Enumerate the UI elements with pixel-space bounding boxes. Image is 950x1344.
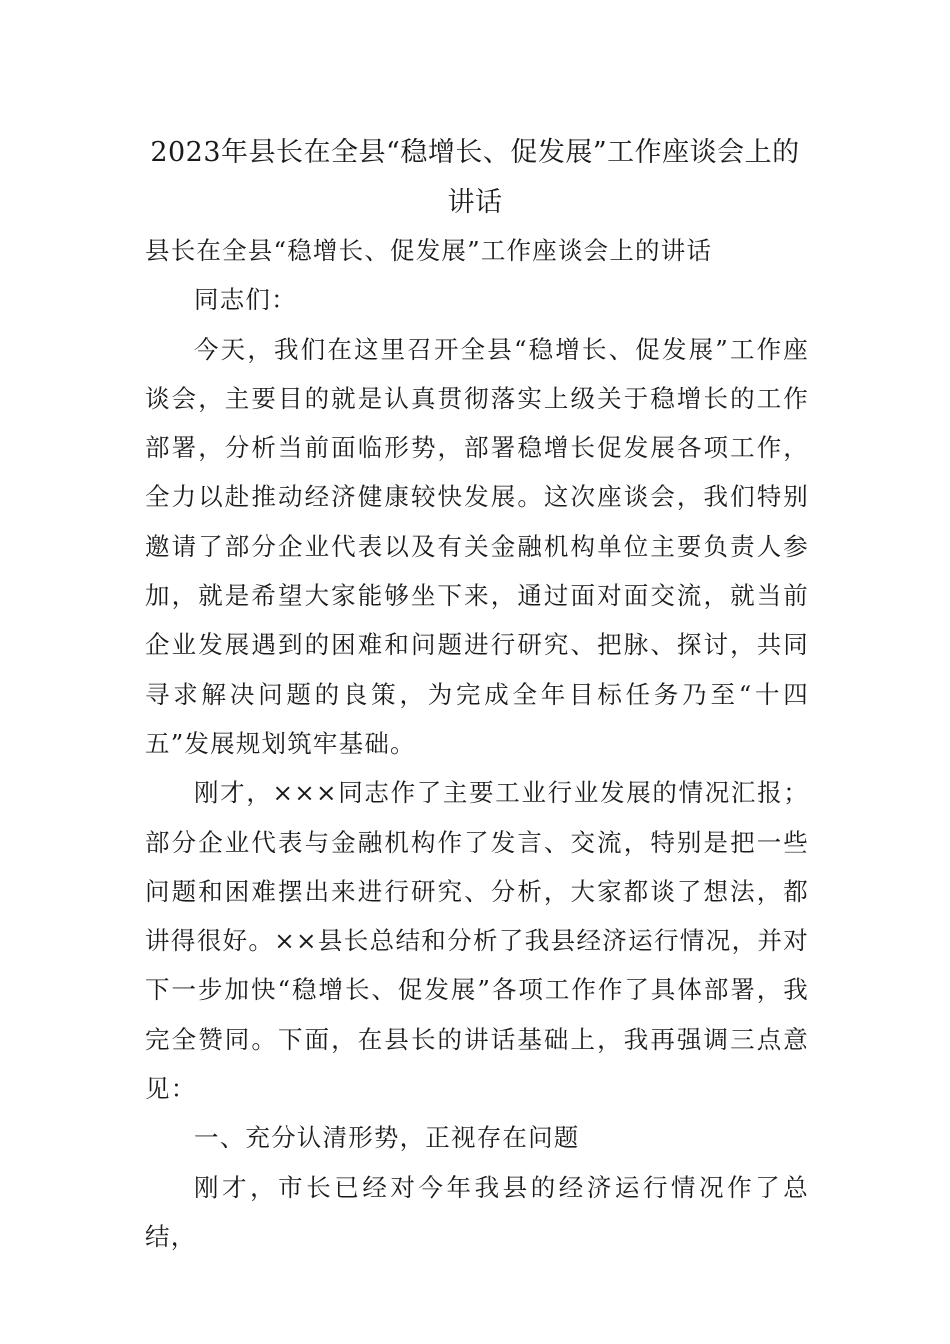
document-body [145, 226, 809, 1261]
document-subtitle: 县长在全县“稳增长、促发展”工作座谈会上的讲话 [145, 236, 713, 265]
paragraph-summary: 刚才，×××同志作了主要工业行业发展的情况汇报；部分企业代表与金融机构作了发言、交流，特别是把一些问题和困难摆出来进行研究、分析，大家都谈了想法，都讲得很好。××县长总结和分析了我县经济运行情况，并对下一步加快“稳增长、促发展”各项工作作了具体部署，我完全赞同。下面，在县长的讲话基础上，我再强调三点意见： [145, 778, 809, 1104]
paragraph-section-one: 刚才，市长已经对今年我县的经济运行情况作了总结， [145, 1172, 809, 1251]
document-title: 2023年县长在全县“稳增长、促发展”工作座谈会上的讲话 [150, 137, 800, 218]
salutation: 同志们： [194, 285, 297, 315]
paragraph-opening: 今天，我们在这里召开全县“稳增长、促发展”工作座谈会，主要目的就是认真贯彻落实上级关于稳增长的工作部署，分析当前面临形势，部署稳增长促发展各项工作，全力以赴推动经济健康较快发展。这次座谈会，我们特别邀请了部分企业代表以及有关金融机构单位主要负责人参加，就是希望大家能够坐下来，通过面对面交流，就当前企业发展遇到的困难和问题进行研究、把脉、探讨，共同寻求解决问题的良策，为完成全年目标任务乃至“十四五”发展规划筑牢基础。 [145, 334, 809, 758]
section-heading: 一、充分认清形势，正视存在问题 [194, 1123, 580, 1153]
